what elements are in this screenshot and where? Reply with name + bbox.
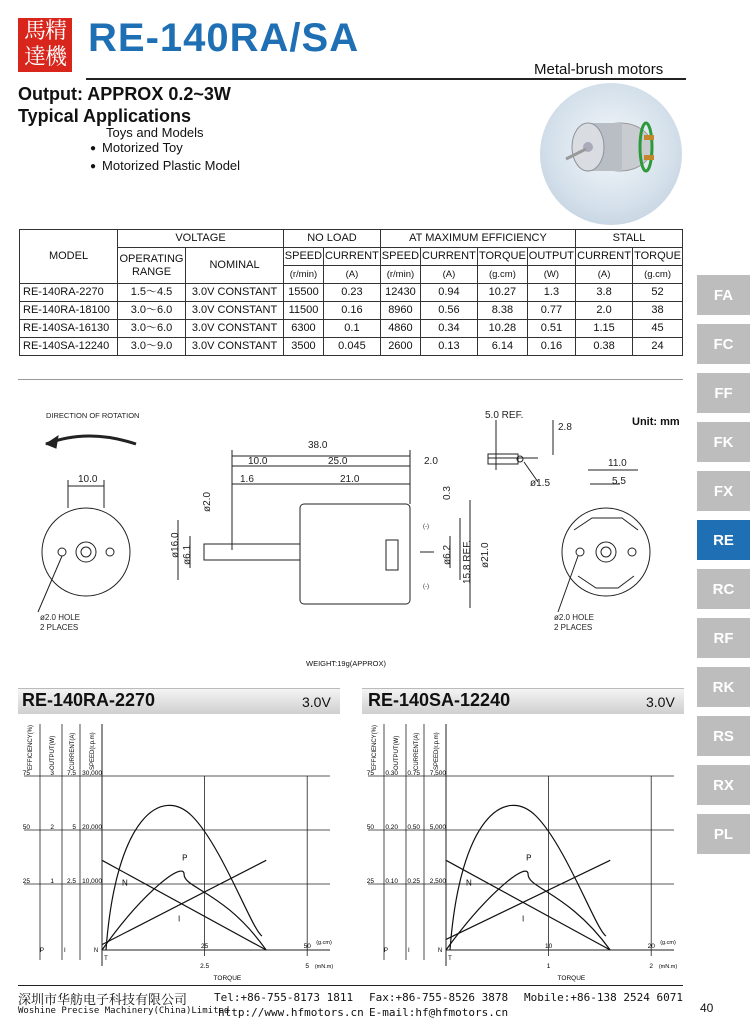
tick-label: 50 [303, 943, 311, 950]
rotation-arrow [46, 436, 136, 444]
weight-label: WEIGHT:19g(APPROX) [306, 659, 387, 668]
page-title: RE-140RA/SA [88, 16, 360, 60]
curve-label: I [178, 914, 181, 924]
tick-label: 7.5 [66, 770, 76, 777]
axis-title-group [50, 736, 56, 770]
col-torque: TORQUE [477, 248, 527, 266]
table-cell: 6.14 [477, 338, 527, 356]
table-cell: 0.13 [420, 338, 477, 356]
col-output: OUTPUT [527, 248, 575, 266]
axis-title-group [434, 732, 440, 770]
table-cell: 0.77 [527, 302, 575, 320]
table-cell: 2.0 [576, 302, 633, 320]
curve-label: N [466, 878, 472, 888]
section-divider [18, 379, 683, 380]
col-current: CURRENT [576, 248, 633, 266]
tick-label: 10 [544, 943, 553, 950]
applications-list [90, 140, 240, 176]
col-operating: OPERATING RANGE [118, 248, 186, 284]
table-cell: 3.0V CONSTANT [186, 320, 284, 338]
rotation-label: DIRECTION OF ROTATION [46, 411, 140, 420]
tab-re[interactable]: RE [697, 520, 750, 560]
dim-label: 15.8 REF. [462, 540, 473, 584]
company-name-en: Woshine Precise Machinery(China)Limited [18, 1006, 230, 1016]
tab-fc[interactable]: FC [697, 324, 750, 364]
polarity-label: (-) [423, 584, 429, 590]
hole-label: 2 PLACES [554, 623, 593, 632]
table-cell: 0.045 [323, 338, 380, 356]
axis-letter: N [437, 948, 443, 954]
axis-title: TORQUE [557, 975, 586, 982]
table-cell: 0.38 [576, 338, 633, 356]
table-cell: 3.0V CONSTANT [186, 302, 284, 320]
axis-title: EFFICIENCY(%) [372, 725, 378, 770]
table-cell: 0.94 [420, 284, 477, 302]
phone: Tel:+86-755-8173 1811 [214, 991, 354, 1004]
col-model: MODEL [20, 230, 118, 284]
table-cell: 3.0V CONSTANT [186, 284, 284, 302]
performance-chart [18, 716, 340, 986]
brand-logo [18, 18, 72, 72]
tick-label: 25 [22, 878, 30, 885]
spec-table [19, 229, 683, 356]
table-cell: 10.27 [477, 284, 527, 302]
tab-rc[interactable]: RC [697, 569, 750, 609]
table-cell: 15500 [284, 284, 324, 302]
col-speed: SPEED [284, 248, 324, 266]
tab-rs[interactable]: RS [697, 716, 750, 756]
tick-label: 5,000 [429, 824, 446, 831]
efficiency-curve [106, 805, 262, 950]
application-item: Toys and Models [106, 125, 204, 140]
chart-title: RE-140RA-2270 [22, 690, 156, 710]
table-cell: 3.0～6.0 [118, 302, 186, 320]
axis-title: SPEED(r.p.m) [434, 732, 440, 770]
col-current: CURRENT [420, 248, 477, 266]
table-cell: 0.56 [420, 302, 477, 320]
mobile: Mobile:+86-138 2524 6071 [524, 991, 683, 1004]
table-cell: 6300 [284, 320, 324, 338]
axis-letter: I [64, 948, 66, 954]
unit-cell: (g.cm) [477, 266, 527, 284]
group-voltage: VOLTAGE [118, 230, 284, 248]
rear-view-outline [562, 508, 650, 596]
dim-label: 38.0 [308, 440, 328, 451]
tab-fa[interactable]: FA [697, 275, 750, 315]
dim-label: ø21.0 [480, 542, 491, 568]
tick-label: 10,000 [82, 878, 102, 885]
table-cell: 0.16 [323, 302, 380, 320]
tick-label: 25 [200, 943, 209, 950]
axis-letter: I [408, 948, 410, 954]
axis-letter: P [40, 948, 45, 954]
tick-label: 2,500 [429, 878, 446, 885]
tab-ff[interactable]: FF [697, 373, 750, 413]
tab-fk[interactable]: FK [697, 422, 750, 462]
unit-cell: (g.cm) [633, 266, 683, 284]
tab-fx[interactable]: FX [697, 471, 750, 511]
table-cell: 45 [633, 320, 683, 338]
motor-photo [540, 83, 682, 225]
col-speed: SPEED [380, 248, 420, 266]
col-current: CURRENT [323, 248, 380, 266]
tick-label: 20,000 [82, 824, 102, 831]
application-item: ● Motorized Plastic Model [90, 158, 240, 176]
dim-label: 10.0 [248, 456, 268, 467]
table-cell: 0.34 [420, 320, 477, 338]
series-tabs [697, 275, 750, 863]
dim-label: 0.3 [442, 486, 453, 500]
axis-letter: N [93, 948, 99, 954]
dim-label: ø16.0 [170, 532, 181, 558]
tick-label: 50 [366, 824, 374, 831]
efficiency-curve [450, 805, 606, 950]
table-cell: RE-140RA-2270 [20, 284, 118, 302]
tick-label: 7,500 [429, 770, 446, 777]
tick-label: 0.75 [407, 770, 420, 777]
tick-label: 20 [647, 943, 655, 950]
table-cell: 3.0～6.0 [118, 320, 186, 338]
output-power: Output: APPROX 0.2~3W [18, 84, 231, 104]
dim-label: ø6.2 [442, 544, 453, 565]
hole-label: 2 PLACES [40, 623, 79, 632]
logo-line-2: 達機 [23, 45, 66, 70]
axis-title: CURRENT(A) [70, 732, 76, 770]
table-cell: 0.16 [527, 338, 575, 356]
table-row [20, 320, 683, 338]
table-cell: 3.8 [576, 284, 633, 302]
table-cell: RE-140SA-12240 [20, 338, 118, 356]
hole-label: ø2.0 HOLE [40, 613, 81, 622]
col-nominal: NOMINAL [186, 248, 284, 284]
table-cell: 12430 [380, 284, 420, 302]
table-cell: 4860 [380, 320, 420, 338]
tick-label: 75 [22, 770, 30, 777]
table-cell: 24 [633, 338, 683, 356]
axis-title: OUTPUT(W) [50, 735, 56, 770]
dim-label: 5.0 REF. [485, 410, 524, 421]
tick-label: 3 [50, 770, 54, 777]
tick-label: 2.5 [66, 878, 76, 885]
unit-cell: (r/min) [284, 266, 324, 284]
curve-label: I [522, 914, 525, 924]
website-link[interactable]: http://www.hfmotors.cn [218, 1006, 364, 1019]
page-number: 40 [700, 1001, 714, 1015]
table-cell: 1.15 [576, 320, 633, 338]
tick-label: 1 [546, 963, 551, 970]
table-cell: 0.51 [527, 320, 575, 338]
tick-label: 25 [366, 878, 374, 885]
table-cell: 0.1 [323, 320, 380, 338]
unit-cell: (W) [527, 266, 575, 284]
table-cell: 11500 [284, 302, 324, 320]
tick-label: 0.20 [385, 824, 398, 831]
footer-divider [18, 985, 683, 986]
col-torque: TORQUE [633, 248, 683, 266]
table-row [20, 284, 683, 302]
table-cell: 2600 [380, 338, 420, 356]
tick-label: 2 [50, 824, 54, 831]
tick-label: 5 [305, 963, 310, 970]
dim-label: ø6.1 [182, 544, 193, 565]
axis-title-group [70, 733, 76, 770]
unit-label: (g.cm) [660, 940, 676, 946]
table-cell: 3500 [284, 338, 324, 356]
dim-label: ø2.0 [202, 491, 213, 512]
group-noload: NO LOAD [284, 230, 381, 248]
motor-body-side [300, 504, 410, 604]
table-row [20, 338, 683, 356]
curve-label: N [122, 878, 128, 888]
table-cell: 8960 [380, 302, 420, 320]
dim-label: 11.0 [608, 458, 627, 469]
performance-chart [362, 716, 684, 986]
axis-title-group [394, 736, 400, 770]
unit-cell: (A) [576, 266, 633, 284]
axis-title-group [90, 732, 96, 770]
table-cell: 8.38 [477, 302, 527, 320]
dim-label: ø1.5 [530, 478, 551, 489]
dim-label: 2.8 [558, 422, 572, 433]
header-divider [86, 78, 686, 80]
tick-label: 2 [649, 963, 654, 970]
table-row [20, 302, 683, 320]
unit-label: Unit: mm [632, 416, 680, 428]
polarity-label: (-) [423, 524, 429, 530]
dimension-drawing [18, 400, 690, 670]
front-view-outline [42, 508, 130, 596]
tick-label: 0.10 [385, 878, 398, 885]
chart-title: RE-140SA-12240 [368, 690, 511, 710]
axis-title: EFFICIENCY(%) [28, 725, 34, 770]
unit-cell: (A) [323, 266, 380, 284]
table-cell: RE-140RA-18100 [20, 302, 118, 320]
tick-label: 1 [50, 878, 54, 885]
table-cell: 10.28 [477, 320, 527, 338]
table-cell: RE-140SA-16130 [20, 320, 118, 338]
tab-pl[interactable]: PL [697, 814, 750, 854]
dim-label: 2.0 [424, 456, 438, 467]
tick-label: 50 [22, 824, 30, 831]
tick-label: 2.5 [200, 963, 210, 970]
unit-label: (mN.m) [314, 964, 334, 970]
tick-label: 0.50 [407, 824, 420, 831]
unit-label: (mN.m) [658, 964, 678, 970]
axis-title: TORQUE [213, 975, 242, 982]
axis-title: SPEED(r.p.m) [90, 732, 96, 770]
tick-label: 5 [72, 824, 76, 831]
axis-letter: P [384, 948, 389, 954]
tick-label: 0.25 [407, 878, 420, 885]
tab-rf[interactable]: RF [697, 618, 750, 658]
table-cell: 52 [633, 284, 683, 302]
axis-letter: T [448, 956, 452, 962]
unit-cell: (A) [420, 266, 477, 284]
axis-title-group [372, 725, 378, 770]
table-cell: 3.0～9.0 [118, 338, 186, 356]
tab-rk[interactable]: RK [697, 667, 750, 707]
hole-label: ø2.0 HOLE [554, 613, 595, 622]
group-maxeff: AT MAXIMUM EFFICIENCY [380, 230, 575, 248]
table-cell: 0.23 [323, 284, 380, 302]
tick-label: 75 [366, 770, 374, 777]
chart-voltage: 3.0V [302, 694, 331, 710]
curve-label: P [526, 853, 532, 863]
dim-label: 1.6 [240, 474, 254, 485]
dim-label: 10.0 [78, 474, 98, 485]
axis-title-group [28, 725, 34, 770]
chart-voltage: 3.0V [646, 694, 675, 710]
logo-line-1: 馬精 [23, 19, 66, 44]
company-name-cn: 深圳市华舫电子科技有限公司 [18, 993, 188, 1008]
axis-title: CURRENT(A) [414, 732, 420, 770]
table-cell: 1.5～4.5 [118, 284, 186, 302]
tab-rx[interactable]: RX [697, 765, 750, 805]
group-stall: STALL [576, 230, 683, 248]
tick-label: 30,000 [82, 770, 102, 777]
table-cell: 1.3 [527, 284, 575, 302]
unit-cell: (r/min) [380, 266, 420, 284]
curve-label: P [182, 853, 188, 863]
table-cell: 38 [633, 302, 683, 320]
tick-label: 0.30 [385, 770, 398, 777]
category-label: Metal-brush motors [534, 61, 664, 78]
application-item: ● Motorized Toy [90, 140, 240, 158]
axis-title: OUTPUT(W) [394, 735, 400, 770]
table-cell: 3.0V CONSTANT [186, 338, 284, 356]
email-link[interactable]: E-mail:hf@hfmotors.cn [369, 1006, 509, 1019]
fax: Fax:+86-755-8526 3878 [369, 991, 509, 1004]
dim-label: 25.0 [328, 456, 348, 467]
dim-label: 21.0 [340, 474, 360, 485]
applications-title: Typical Applications [18, 106, 192, 126]
axis-letter: T [104, 956, 108, 962]
unit-label: (g.cm) [316, 940, 332, 946]
axis-title-group [414, 733, 420, 770]
dim-label: 5.5 [612, 476, 626, 487]
